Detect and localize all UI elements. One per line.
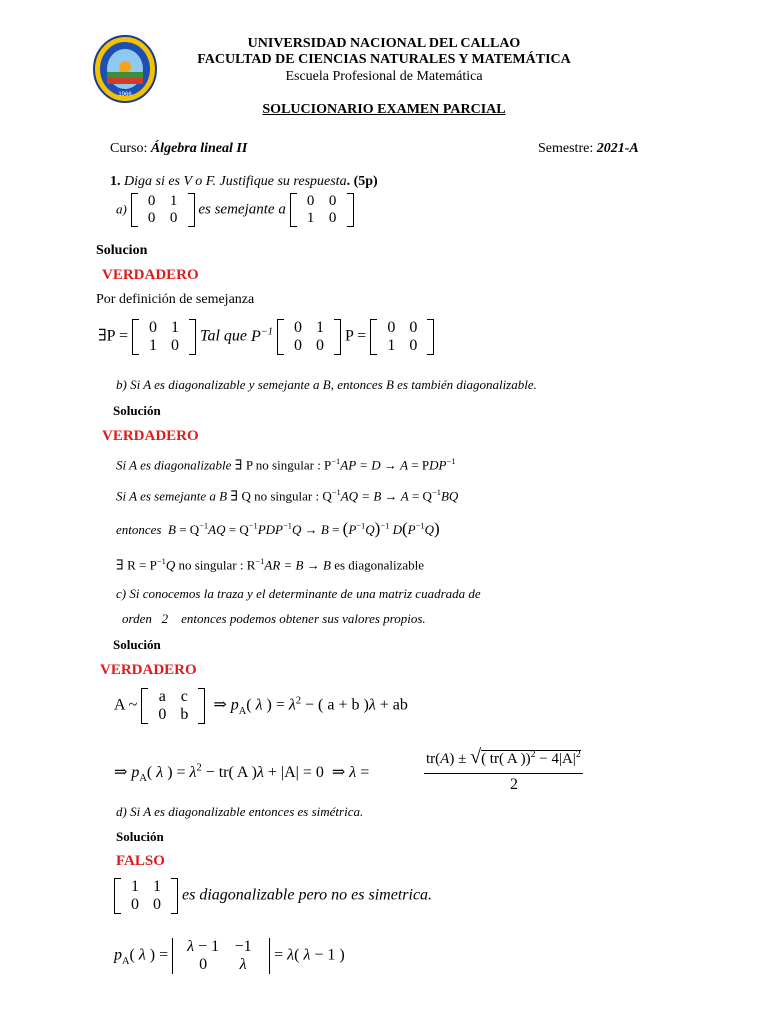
question-text: Diga si es V o F. Justifique su respuesta	[124, 174, 347, 189]
matrix-a: 0 1 0 0	[277, 319, 341, 355]
b-line4-tail: no singular : R	[178, 557, 256, 573]
solucion-a-heading: Solucion	[96, 243, 148, 258]
part-b-line-1: Si A es diagonalizable ∃ P no singular : $P^{-1}AP = D \to A = PDP^{-1}$	[116, 456, 456, 474]
part-d-statement: d) Si A es diagonalizable entonces es simétrica.	[116, 804, 364, 819]
b-line4-mid: R = P	[127, 557, 157, 573]
question-points: (5p)	[353, 174, 378, 189]
faculty-name: FACULTAD DE CIENCIAS NATURALES Y MATEMÁTICA	[197, 52, 571, 67]
matrix-counterexample: 1 1 0 0	[114, 878, 178, 914]
exam-title: SOLUCIONARIO EXAMEN PARCIAL	[262, 102, 506, 117]
school-name: Escuela Profesional de Matemática	[285, 69, 483, 84]
part-c-statement-2: orden 2 entonces podemos obtener sus valores propios.	[122, 611, 426, 626]
b-line1-mid: P no singular : P	[245, 457, 332, 473]
semester-value: 2021-A	[596, 141, 639, 156]
part-b-line-4: ∃ $R = P^{-1}Q$ no singular : $R^{-1}AR = B \to B$ es diagonalizable	[116, 556, 425, 574]
tal-que-text: Tal que	[200, 327, 247, 345]
part-c-statement-1: c) Si conocemos la traza y el determinante de una matriz cuadrada de	[116, 586, 481, 601]
definition-text: Por definición de semejanza	[96, 292, 255, 307]
answer-d: FALSO	[116, 853, 165, 869]
eigen-formula-denominator: 2	[510, 776, 518, 793]
part-b-statement: b) Si A es diagonalizable y semejante a B, entonces B es también diagonalizable.	[116, 377, 537, 392]
university-name: UNIVERSIDAD NACIONAL DEL CALLAO	[247, 36, 521, 51]
matrix-abc: a c 0 b	[141, 688, 205, 724]
matrix-b: 0 0 1 0	[370, 319, 434, 355]
question-1-prompt: 1. Diga si es V o F. Justifique su respuesta. (5p)	[110, 174, 378, 189]
semester-line	[538, 141, 639, 157]
semester-label: Semestre:	[538, 141, 597, 156]
matrix-a-right: 0 0 1 0	[290, 193, 354, 227]
b-line3-lead: entonces	[116, 522, 162, 537]
part-a-label: a)	[116, 201, 127, 217]
course-label: Curso:	[110, 141, 151, 156]
matrix-p: 0 1 1 0	[132, 319, 196, 355]
question-number: 1.	[110, 174, 121, 189]
determinant: λ − 1 −1 0 λ	[172, 938, 270, 974]
course-line	[110, 141, 247, 157]
solucion-d-heading: Solución	[116, 829, 164, 844]
char-poly-line-2: ⇒ $p_A$( λ ) = $\lambda^2 - tr$( A )λ + |A| = 0 ⇒ λ =	[114, 762, 370, 785]
b-line2-mid: Q no singular : Q	[241, 488, 332, 504]
solucion-c-heading: Solución	[113, 637, 161, 652]
b-line1-lead: Si A es diagonalizable	[116, 457, 232, 473]
counterexample-text: es diagonalizable pero no es simetrica.	[182, 886, 433, 904]
matrix-a-left: 0 1 0 0	[131, 193, 195, 227]
b-line2-lead: Si A es semejante a B	[116, 488, 228, 504]
part-a-statement	[116, 193, 354, 227]
eigen-formula-numerator: tr(A) ± √( tr( A ))$^2 - 4|A|^2$	[424, 746, 583, 774]
counterexample-line	[114, 878, 432, 914]
b-line4-end: es diagonalizable	[334, 557, 425, 573]
char-poly-line-1: A ~ a c 0 b ⇒ $p_A$( λ ) = $\lambda^2$ − ( a + b )λ + ab	[114, 688, 408, 723]
solucion-b-heading: Solución	[113, 403, 161, 418]
part-a-text: es semejante a	[198, 201, 286, 218]
part-b-line-2: Si A es semejante a B ∃ Q no singular : $Q^{-1}AQ = B \to A = Q^{-1}BQ$	[116, 487, 459, 505]
answer-b: VERDADERO	[102, 428, 199, 444]
similarity-equation: ∃P = 0 1 1 0 Tal que $P^{-1}$ 0 1 0 0 P = 0 0 1 0	[98, 319, 434, 355]
counterexample-char-poly: $p_A$( λ ) = λ − 1 −1 0 λ = λ( λ − 1 )	[114, 938, 345, 973]
answer-a: VERDADERO	[102, 267, 199, 283]
answer-c: VERDADERO	[100, 662, 197, 678]
course-name: Álgebra lineal II	[150, 141, 248, 156]
part-b-line-3: entonces $B = Q^{-1}AQ = Q^{-1}PDP^{-1}Q \to B = (P^{-1}Q)^{-1}$ $D(P^{-1}Q)$	[116, 519, 440, 538]
logo-year: 1966	[118, 92, 132, 98]
